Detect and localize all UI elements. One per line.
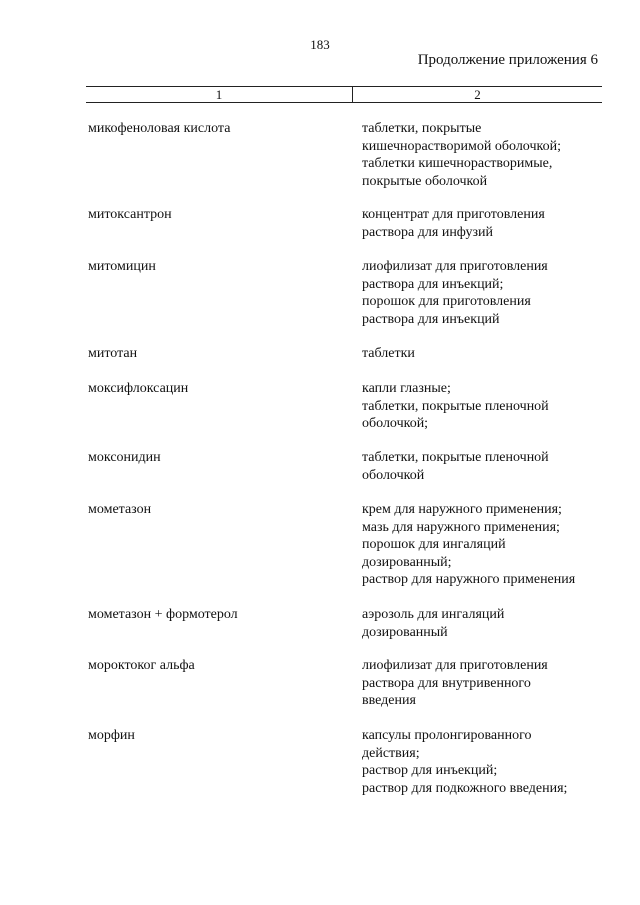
dosage-form-line: введения [362, 693, 416, 708]
dosage-form-line: раствора для инфузий [362, 224, 494, 240]
dosage-form-line: таблетки, покрытые пленочной [362, 450, 549, 465]
column-header-2: 2 [474, 87, 481, 102]
dosage-form-line: капли глазные; [362, 381, 451, 396]
dosage-form-line: таблетки, покрытые пленочной [362, 398, 549, 414]
drug-name: митоксантрон [88, 207, 172, 222]
dosage-forms [362, 727, 567, 797]
dosage-forms [362, 501, 575, 589]
dosage-form-line: таблетки кишечнорастворимые, [362, 156, 553, 171]
dosage-form-line: таблетки, покрытые [362, 121, 482, 136]
dosage-forms [362, 449, 549, 484]
dosage-form-line: раствор для инъекций; [362, 763, 498, 778]
dosage-form-line: раствор для наружного применения [362, 572, 576, 587]
dosage-form-line: лиофилизат для приготовления [362, 259, 548, 274]
dosage-form-line: мазь для наружного применения; [362, 519, 560, 535]
table-header [86, 86, 602, 103]
column-header-1: 1 [215, 87, 223, 102]
dosage-forms [362, 657, 548, 710]
dosage-form-line: лиофилизат для приготовления [362, 658, 548, 673]
dosage-form-line: оболочкой [362, 467, 425, 483]
dosage-form-line: капсулы пролонгированного [362, 728, 532, 743]
dosage-forms [362, 258, 548, 328]
drug-name: микофеноловая кислота [88, 121, 231, 136]
dosage-form-line: порошок для ингаляций [362, 537, 506, 552]
dosage-form-line: порошок для приготовления [362, 294, 531, 309]
dosage-form-line: раствор для подкожного введения; [362, 780, 568, 796]
drug-name: митотан [88, 346, 138, 361]
dosage-form-line: покрытые оболочкой [362, 173, 488, 189]
dosage-form-line: раствора для инъекций; [362, 276, 504, 292]
page-number: 183 [310, 37, 330, 52]
appendix-continuation-title: Продолжение приложения 6 [417, 52, 598, 68]
dosage-form-line: дозированный [362, 624, 448, 640]
drug-name: митомицин [88, 259, 156, 274]
dosage-forms [362, 345, 415, 363]
dosage-forms [362, 606, 504, 641]
drug-name: мороктоког альфа [88, 658, 195, 673]
dosage-forms [362, 380, 549, 433]
dosage-forms [362, 206, 545, 241]
dosage-form-line: оболочкой; [362, 416, 429, 431]
drug-name: мометазон + формотерол [88, 607, 238, 622]
drug-name: моксонидин [88, 450, 161, 465]
drug-name: мометазон [88, 502, 152, 517]
dosage-form-line: концентрат для приготовления [362, 207, 545, 222]
dosage-form-line: дозированный; [362, 554, 452, 570]
dosage-form-line: раствора для инъекций [362, 311, 500, 327]
dosage-form-line: крем для наружного применения; [362, 502, 562, 517]
drug-name: моксифлоксацин [88, 381, 189, 396]
dosage-form-line: раствора для внутривенного [362, 675, 531, 691]
dosage-forms [362, 120, 561, 190]
dosage-form-line: действия; [362, 745, 420, 761]
dosage-form-line: аэрозоль для ингаляций [362, 607, 505, 622]
dosage-form-line: кишечнорастворимой оболочкой; [362, 138, 561, 154]
drug-name: морфин [88, 728, 135, 743]
dosage-form-line: таблетки [362, 346, 415, 361]
